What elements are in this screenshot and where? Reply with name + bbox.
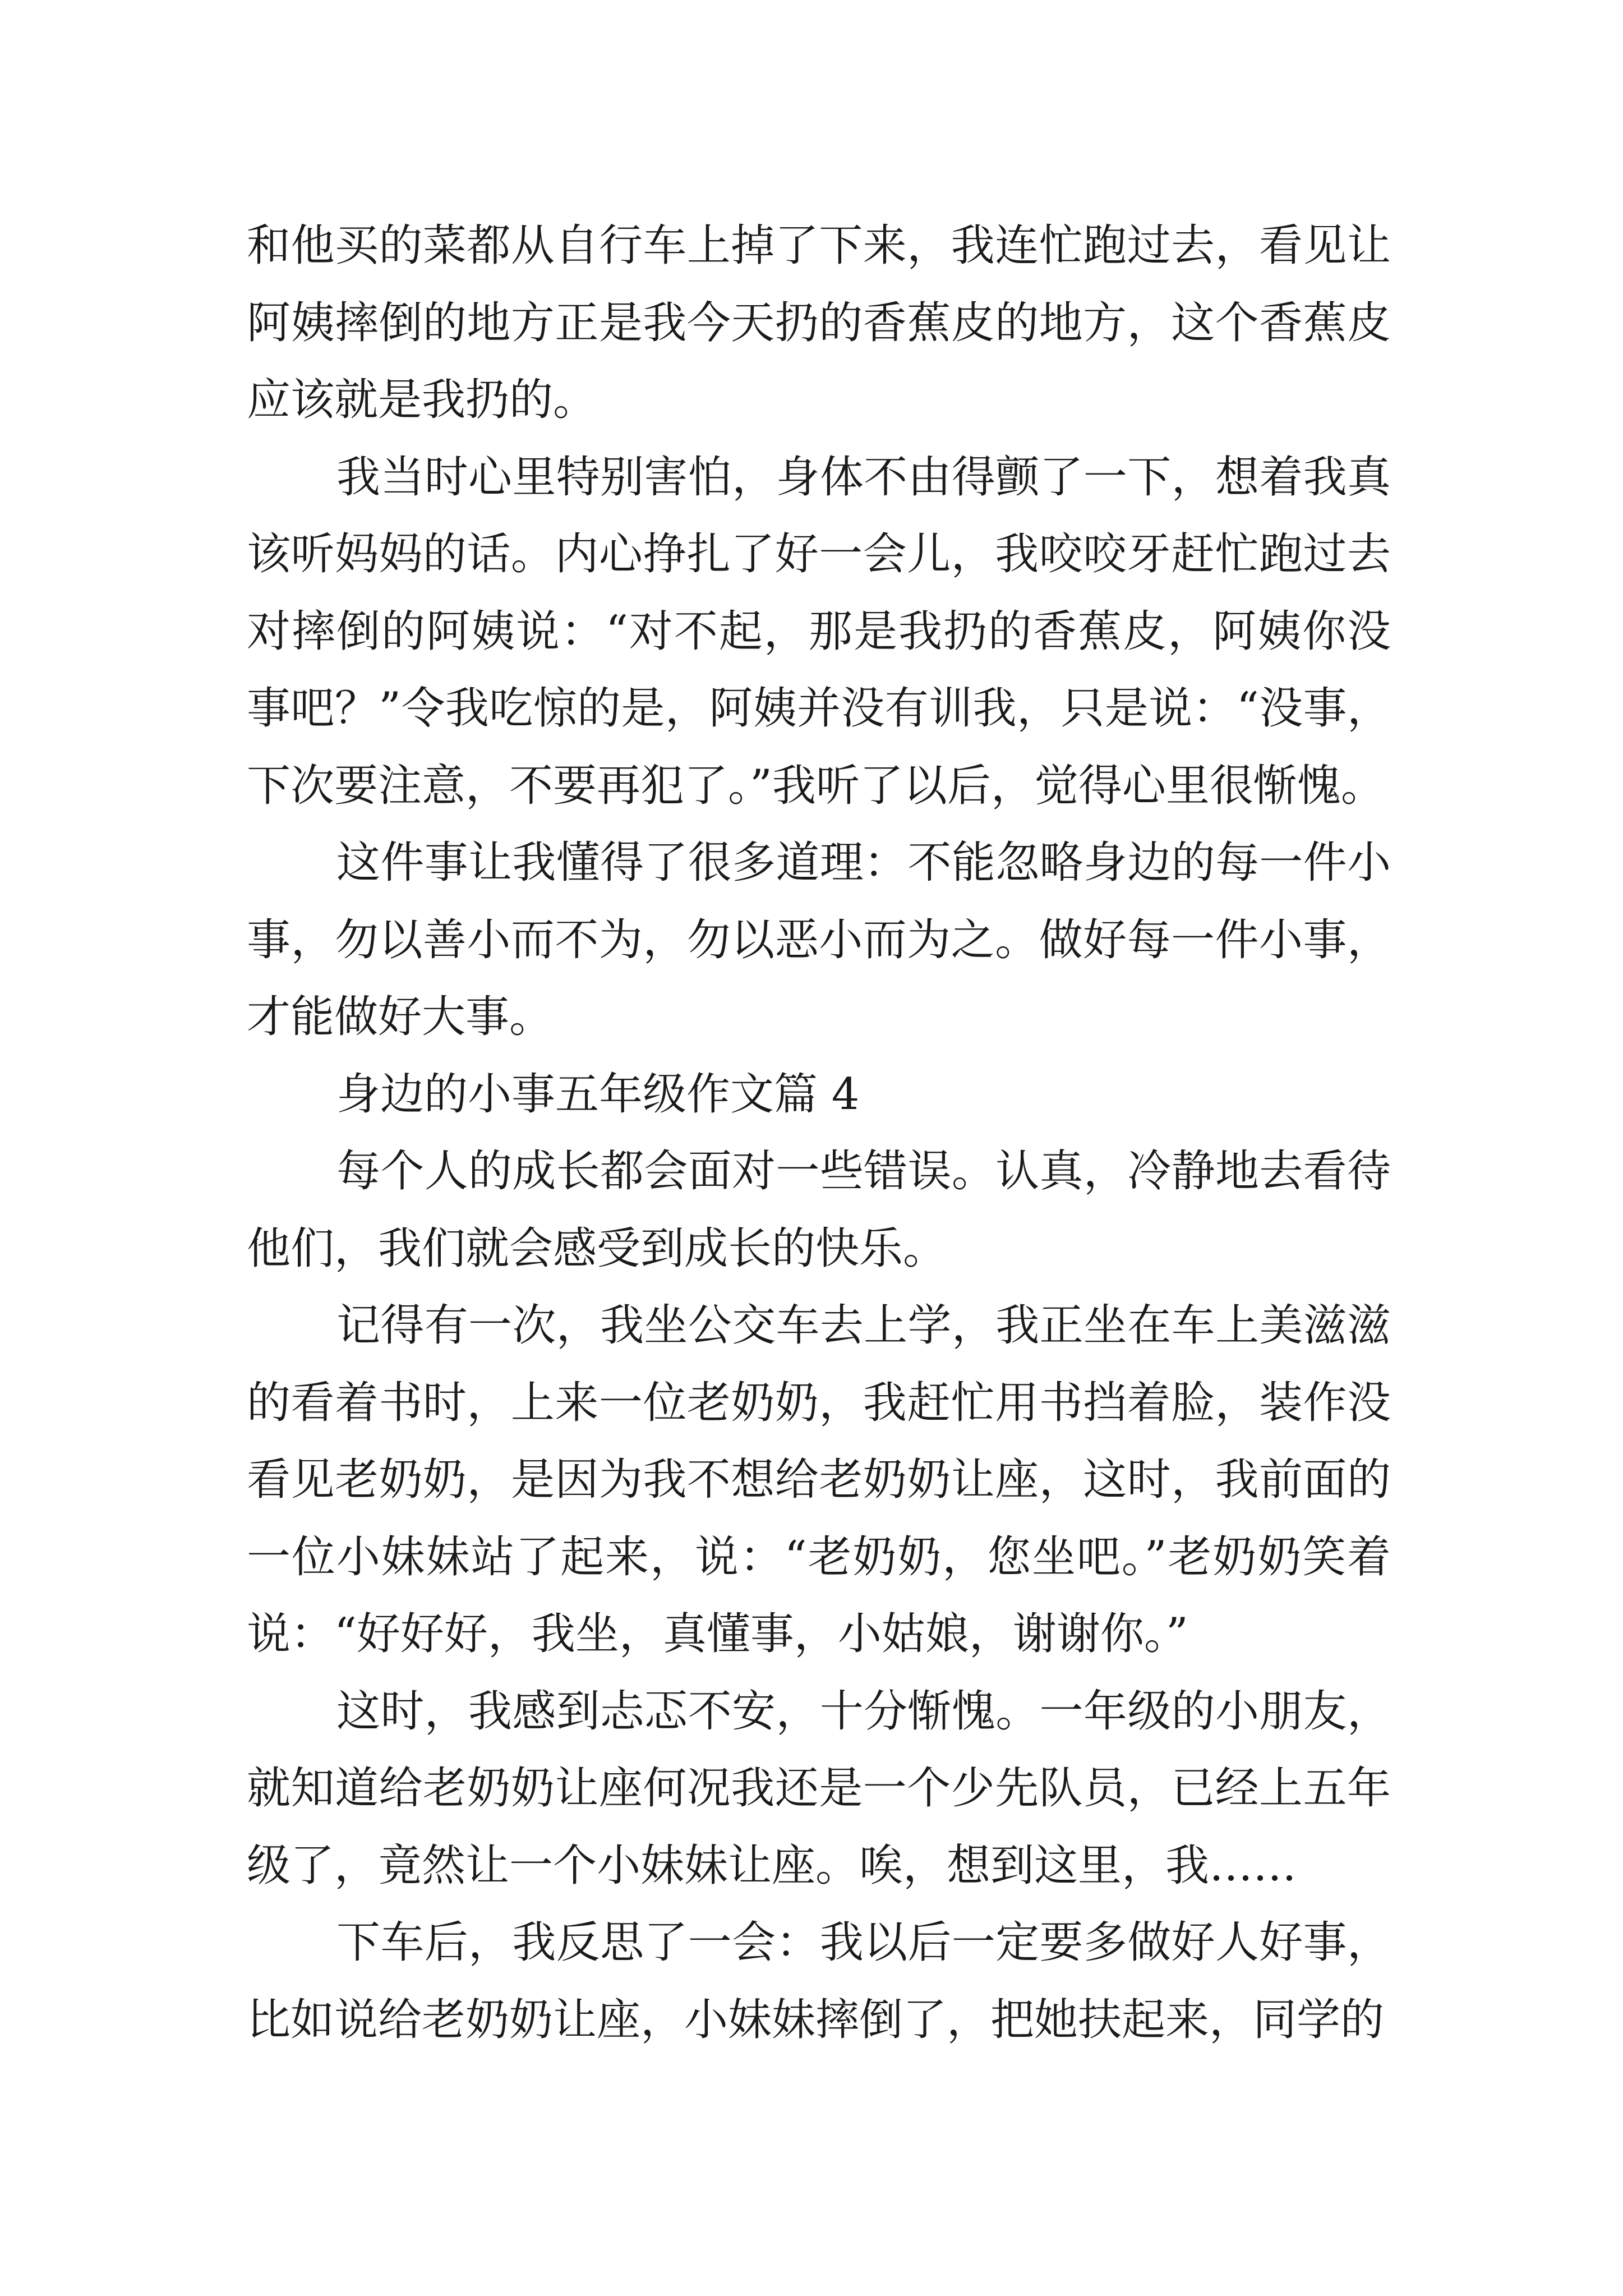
- paragraph: 每个人的成长都会面对一些错误。认真，冷静地去看待他们，我们就会感受到成长的快乐。: [247, 1146, 1391, 1274]
- paragraph-continuation: 和他买的菜都从自行车上掉了下来，我连忙跑过去，看见让阿姨摔倒的地方正是我今天扔的香蕉皮的地方，这个香蕉皮应该就是我扔的。: [247, 220, 1391, 425]
- document-body: [247, 208, 1391, 2059]
- paragraph: 记得有一次，我坐公交车去上学，我正坐在车上美滋滋的看着书时，上来一位老奶奶，我赶忙用书挡着脸，装作没看见老奶奶，是因为我不想给老奶奶让座，这时，我前面的一位小妹妹站了起来，说：“老奶奶，您坐吧。”老奶奶笑着说：“好好好，我坐，真懂事，小姑娘，谢谢你。”: [247, 1300, 1391, 1659]
- paragraph: 这时，我感到忐忑不安，十分惭愧。一年级的小朋友，就知道给老奶奶让座何况我还是一个少先队员，已经上五年级了，竟然让一个小妹妹让座。唉，想到这里，我……: [247, 1686, 1391, 1891]
- paragraph: 下车后，我反思了一会：我以后一定要多做好人好事，比如说给老奶奶让座，小妹妹摔倒了，把她扶起来，同学的: [247, 1917, 1391, 2045]
- section-heading: 身边的小事五年级作文篇 4: [336, 1069, 860, 1120]
- paragraph: 我当时心里特别害怕，身体不由得颤了一下，想着我真该听妈妈的话。内心挣扎了好一会儿，我咬咬牙赶忙跑过去对摔倒的阿姨说：“对不起，那是我扔的香蕉皮，阿姨你没事吧？”令我吃惊的是，阿姨并没有训我，只是说：“没事，下次要注意，不要再犯了。”我听了以后，觉得心里很惭愧。: [247, 452, 1391, 811]
- paragraph: 这件事让我懂得了很多道理：不能忽略身边的每一件小事，勿以善小而不为，勿以恶小而为之。做好每一件小事，才能做好大事。: [247, 838, 1391, 1042]
